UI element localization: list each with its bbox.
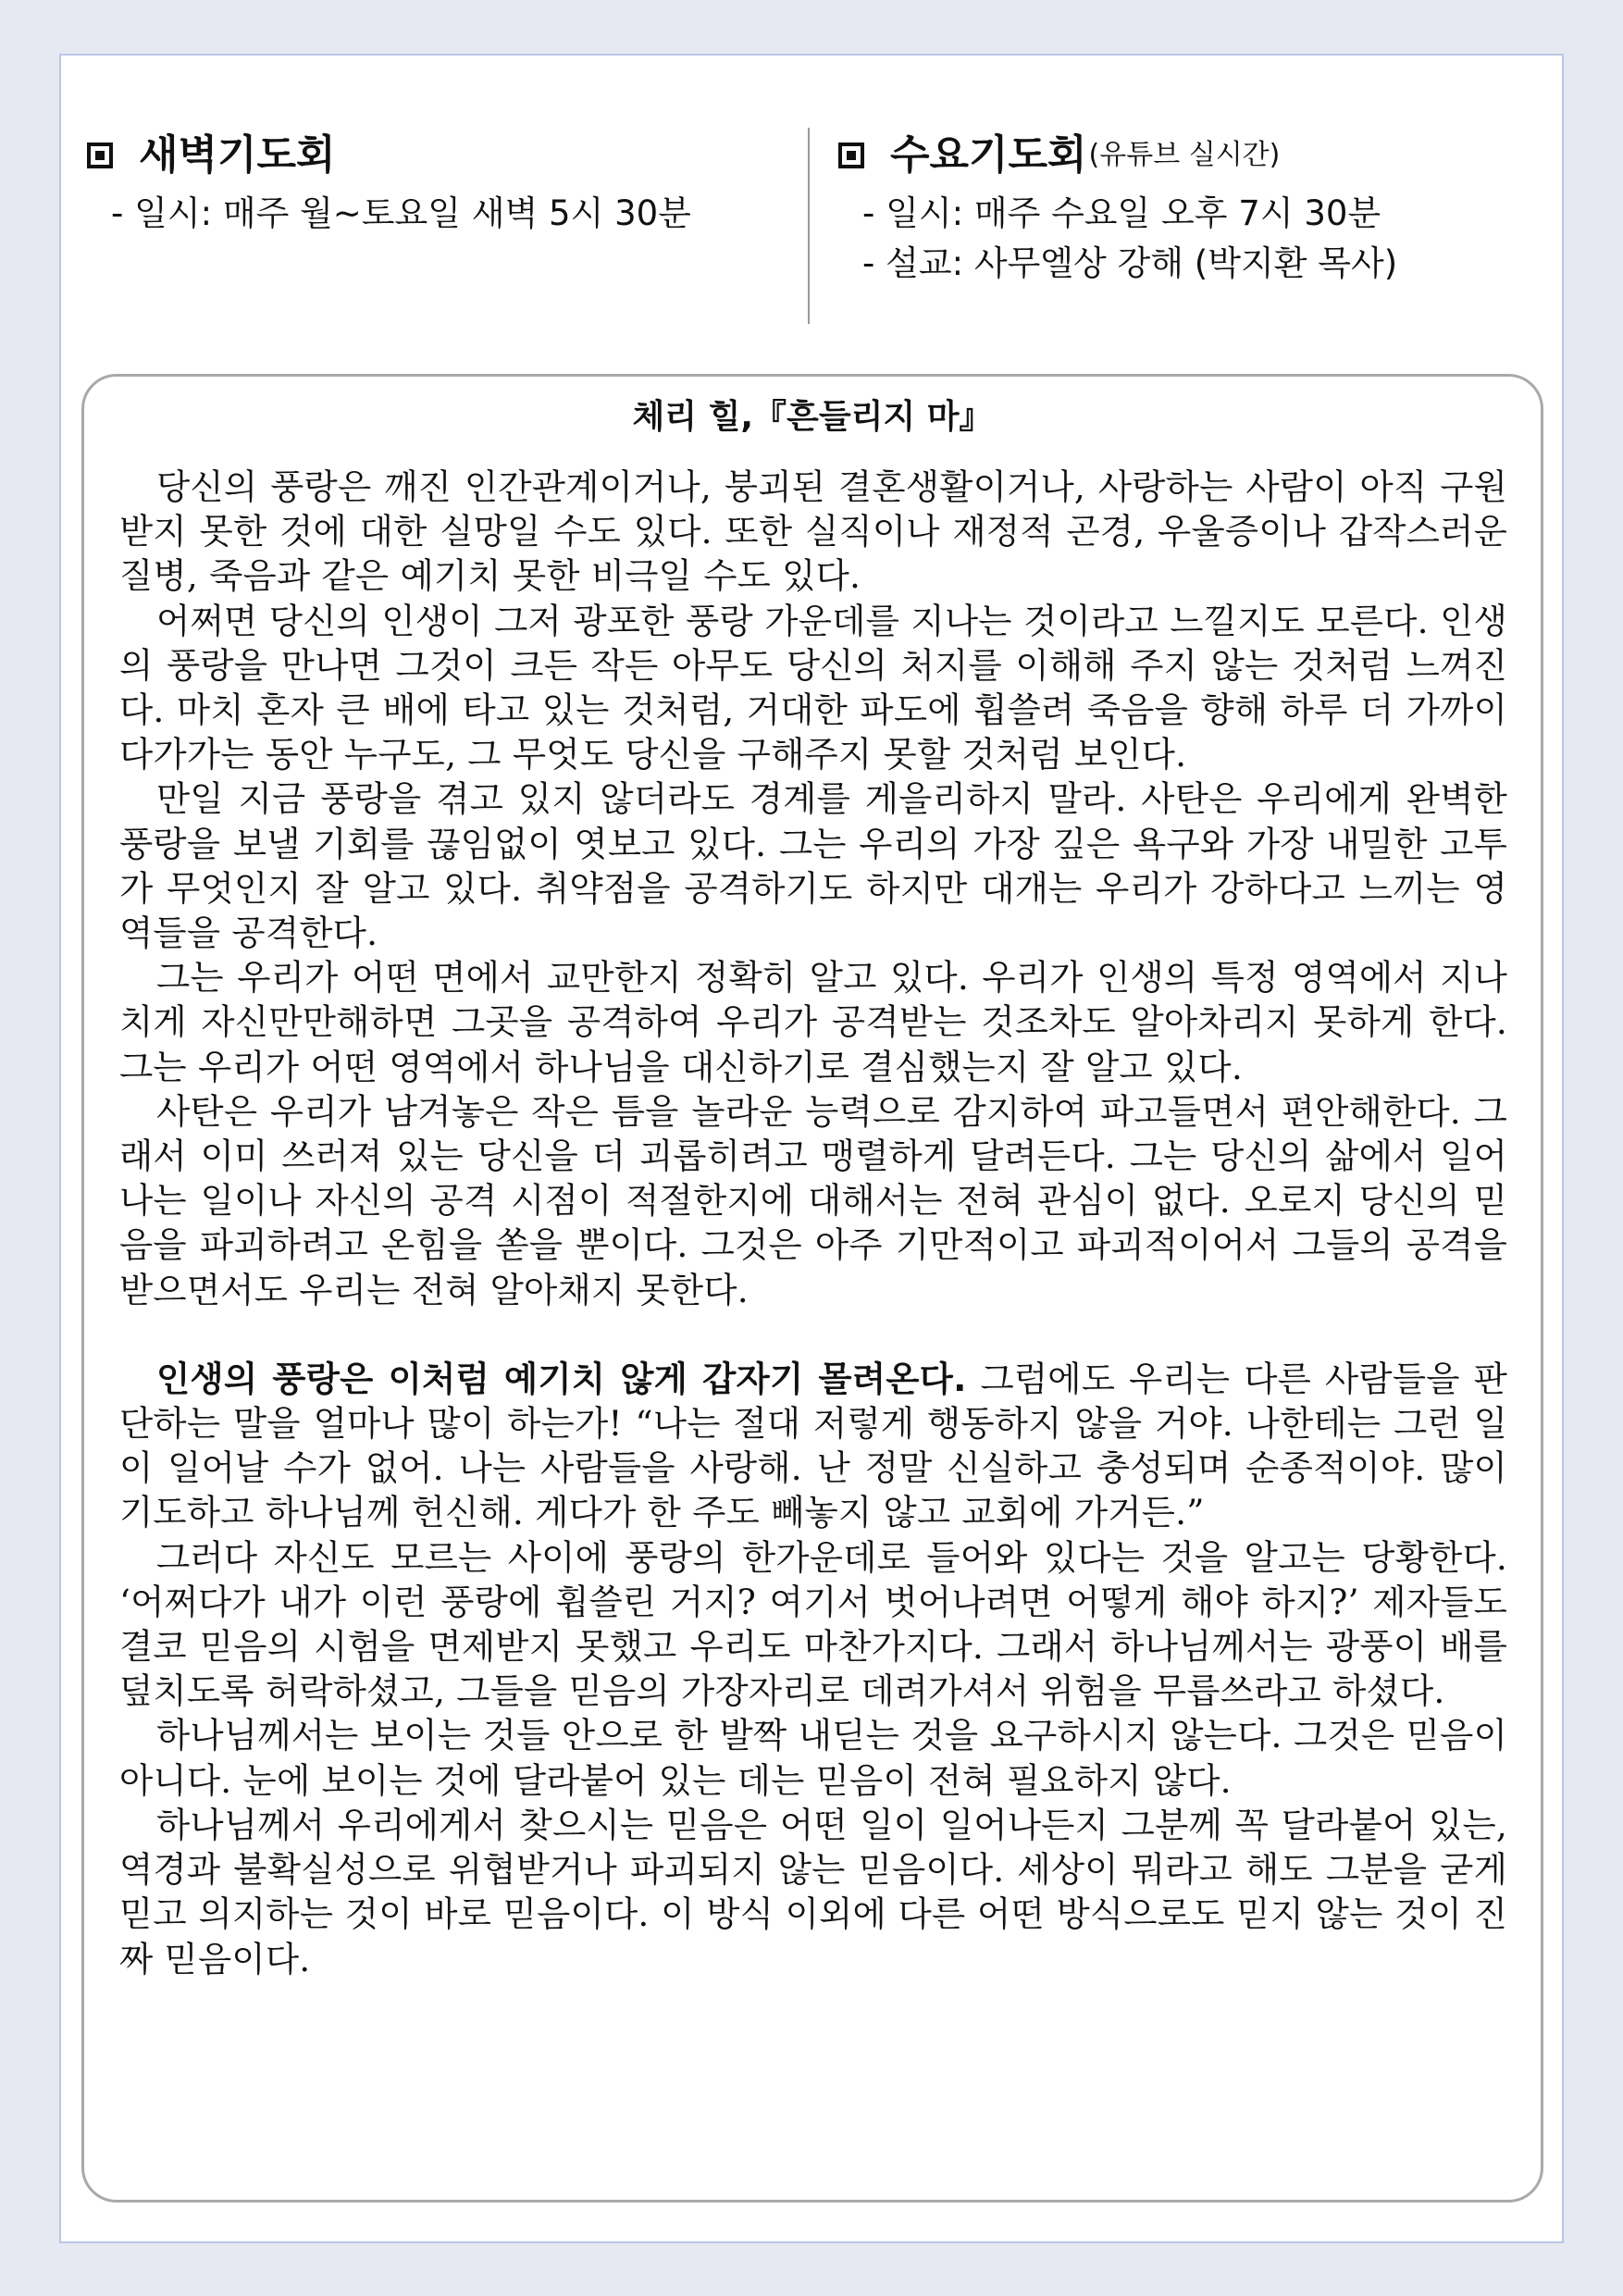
wednesday-prayer-title: 수요기도회 (유튜브 실시간) (838, 128, 1542, 183)
bulletin-page (59, 54, 1564, 2243)
article-paragraph-highlight (119, 1357, 1507, 1535)
article-paragraph: 어쩌면 당신의 인생이 그저 광포한 풍랑 가운데를 지나는 것이라고 느낄지도 모른다. 인생의 풍랑을 만나면 그것이 크든 작든 아무도 당신의 처지를 이해해 주지 않는 것처럼 느껴진다. 마치 혼자 큰 배에 타고 있는 것처럼, 거대한 파도에 휩쓸려 죽음을 향해 하루 더 가까이 다가가는 동안 누구도, 그 무엇도 당신을 구해주지 못할 것처럼 보인다. (119, 600, 1507, 776)
highlight-continuation: 그럼에도 우리는 다른 사람들을 판단하는 말을 얼마나 많이 하는가! “나는 절대 저렇게 행동하지 않을 거야. 나한테는 그런 일이 일어날 수가 없어. 나는 사람들을 사랑해. 난 정말 신실하고 충성되며 순종적이야. 많이 기도하고 하나님께 헌신해. 게다가 한 주도 빼놓지 않고 교회에 가거든.” (119, 1358, 1507, 1533)
article-body (119, 465, 1507, 1981)
wednesday-prayer-time: - 일시: 매주 수요일 오후 7시 30분 (862, 193, 1381, 233)
article-paragraph: 만일 지금 풍랑을 겪고 있지 않더라도 경계를 게을리하지 말라. 사탄은 우리에게 완벽한 풍랑을 보낼 기회를 끊임없이 엿보고 있다. 그는 우리의 가장 깊은 욕구와 가장 내밀한 고투가 무엇인지 잘 알고 있다. 취약점을 공격하기도 하지만 대개는 우리가 강하다고 느끼는 영역들을 공격한다. (119, 778, 1507, 954)
article-paragraph: 사탄은 우리가 남겨놓은 작은 틈을 놀라운 능력으로 감지하여 파고들면서 편안해한다. 그래서 이미 쓰러져 있는 당신을 더 괴롭히려고 맹렬하게 달려든다. 그는 당신의 삶에서 일어나는 일이나 자신의 공격 시점이 적절한지에 대해서는 전혀 관심이 없다. 오로지 당신의 믿음을 파괴하려고 온힘을 쏟을 뿐이다. 그것은 아주 기만적이고 파괴적이어서 그들의 공격을 받으면서도 우리는 전혀 알아채지 못한다. (119, 1090, 1507, 1310)
wednesday-prayer-section (838, 128, 1542, 287)
article-paragraph: 하나님께서는 보이는 것들 안으로 한 발짝 내딛는 것을 요구하시지 않는다. 그것은 믿음이 아니다. 눈에 보이는 것에 달라붙어 있는 데는 믿음이 전혀 필요하지 않다. (119, 1715, 1507, 1801)
header-divider (808, 128, 810, 324)
article-paragraph: 하나님께서 우리에게서 찾으시는 믿음은 어떤 일이 일어나든지 그분께 꼭 달라붙어 있는, 역경과 불확실성으로 위협받거나 파괴되지 않는 믿음이다. 세상이 뭐라고 해도 그분을 굳게 믿고 의지하는 것이 바로 믿음이다. 이 방식 이외에 다른 어떤 방식으로도 믿지 않는 것이 진짜 믿음이다. (119, 1804, 1507, 1980)
highlight-sentence: 인생의 풍랑은 이처럼 예기치 않게 갑자기 몰려온다. (156, 1358, 967, 1399)
square-bullet-icon (838, 143, 864, 168)
article-title: 체리 힐,『흔들리지 마』 (632, 398, 993, 436)
article-paragraph: 그러다 자신도 모르는 사이에 풍랑의 한가운데로 들어와 있다는 것을 알고는 당황한다. ‘어쩌다가 내가 이런 풍랑에 휩쓸린 거지? 여기서 벗어나려면 어떻게 해야 하지?’ 제자들도 결코 믿음의 시험을 면제받지 못했고 우리도 마찬가지다. 그래서 하나님께서는 광풍이 배를 덮치도록 허락하셨고, 그들을 믿음의 가장자리로 데려가셔서 위험을 무릅쓰라고 하셨다. (119, 1536, 1507, 1712)
square-bullet-icon (87, 143, 113, 168)
article-box (81, 374, 1543, 2203)
dawn-prayer-time: - 일시: 매주 월~토요일 새벽 5시 30분 (111, 193, 691, 233)
article-paragraph: 그는 우리가 어떤 면에서 교만한지 정확히 알고 있다. 우리가 인생의 특정 영역에서 지나치게 자신만만해하면 그곳을 공격하여 우리가 공격받는 것조차도 알아차리지 못하게 한다. 그는 우리가 어떤 영역에서 하나님을 대신하기로 결심했는지 잘 알고 있다. (119, 957, 1507, 1087)
service-header (61, 56, 1562, 333)
article-paragraph: 당신의 풍랑은 깨진 인간관계이거나, 붕괴된 결혼생활이거나, 사랑하는 사람이 아직 구원받지 못한 것에 대한 실망일 수도 있다. 또한 실직이나 재정적 곤경, 우울증이나 갑작스러운 질병, 죽음과 같은 예기치 못한 비극일 수도 있다. (119, 466, 1507, 597)
wednesday-sermon: - 설교: 사무엘상 강해 (박지환 목사) (862, 243, 1398, 283)
dawn-prayer-title: 새벽기도회 (87, 128, 818, 183)
wednesday-prayer-subtitle: (유튜브 실시간) (1088, 139, 1281, 171)
dawn-prayer-section (87, 128, 818, 237)
